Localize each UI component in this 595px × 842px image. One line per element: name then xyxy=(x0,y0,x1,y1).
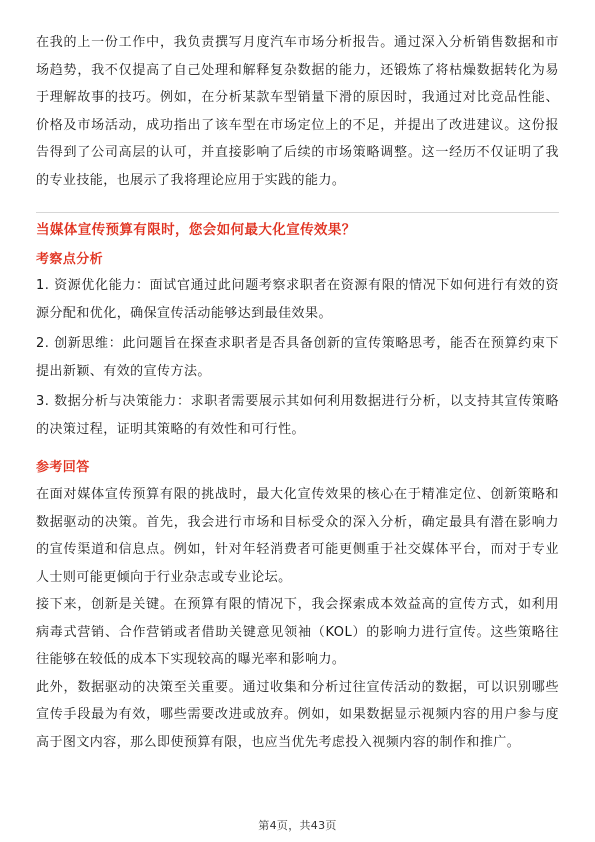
answer-paragraph: 接下来，创新是关键。在预算有限的情况下，我会探索成本效益高的宣传方式，如利用病毒式营销、合作营销或者借助关键意见领袖（KOL）的影响力进行宣传。这些策略往往能够在较低的成本下实现较高的曝光率和影响力。 xyxy=(36,597,559,667)
answer-paragraph: 在面对媒体宣传预算有限的挑战时，最大化宣传效果的核心在于精准定位、创新策略和数据驱动的决策。首先，我会进行市场和目标受众的深入分析，确定最具有潜在影响力的宣传渠道和信息点。例如，针对年轻消费者可能更侧重于社交媒体平台，而对于专业人士则可能更倾向于行业杂志或专业论坛。 xyxy=(36,487,559,585)
analysis-points xyxy=(36,272,559,446)
page-number: 第4页，共43页 xyxy=(258,819,337,832)
intro-paragraph: 在我的上一份工作中，我负责撰写月度汽车市场分析报告。通过深入分析销售数据和市场趋势，我不仅提高了自己处理和解释复杂数据的能力，还锻炼了将枯燥数据转化为易于理解故事的技巧。例如，在分析某款车型销量下滑的原因时，我通过对比竞品性能、价格及市场活动，成功指出了该车型在市场定位上的不足，并提出了改进建议。这份报告得到了公司高层的认可，并直接影响了后续的市场策略调整。这一经历不仅证明了我的专业技能，也展示了我将理论应用于实践的能力。 xyxy=(36,35,559,188)
analysis-point: 1. 资源优化能力：面试官通过此问题考察求职者在资源有限的情况下如何进行有效的资源分配和优化，确保宣传活动能够达到最佳效果。 xyxy=(36,278,559,321)
section-divider xyxy=(36,212,559,213)
reference-answer xyxy=(36,481,559,756)
answer-paragraph: 此外，数据驱动的决策至关重要。通过收集和分析过往宣传活动的数据，可以识别哪些宣传手段最为有效，哪些需要改进或放弃。例如，如果数据显示视频内容的用户参与度高于图文内容，那么即使预算有限，也应当优先考虑投入视频内容的制作和推广。 xyxy=(36,679,559,750)
analysis-point: 3. 数据分析与决策能力：求职者需要展示其如何利用数据进行分析，以支持其宣传策略的决策过程，证明其策略的有效性和可行性。 xyxy=(36,394,559,437)
intro-section xyxy=(36,29,559,194)
analysis-heading: 考察点分析 xyxy=(36,252,104,267)
question-title: 当媒体宣传预算有限时，您会如何最大化宣传效果？ xyxy=(36,222,356,238)
reference-heading: 参考回答 xyxy=(36,460,90,475)
analysis-point: 2. 创新思维：此问题旨在探查求职者是否具备创新的宣传策略思考，能否在预算约束下提出新颖、有效的宣传方法。 xyxy=(36,336,559,379)
